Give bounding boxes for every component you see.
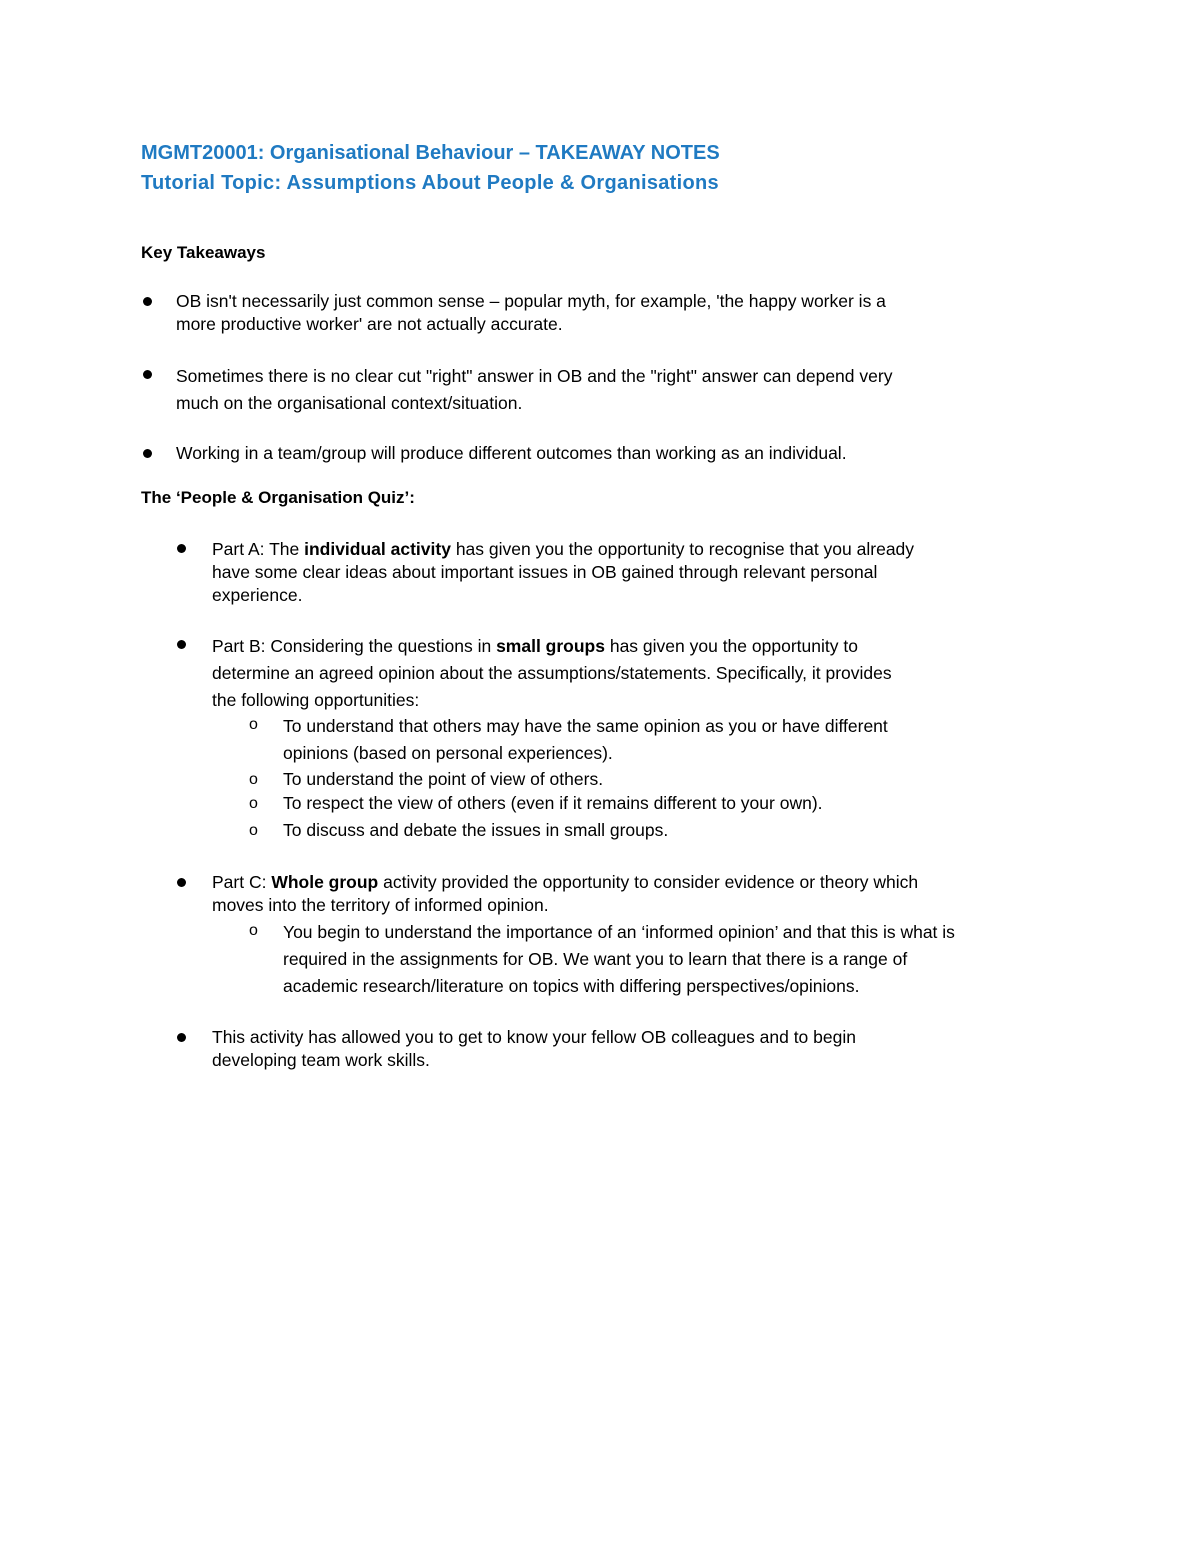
takeaway-item-3: Working in a team/group will produce different outcomes than working as an individual. [176, 443, 847, 463]
circle-bullet-icon: o [249, 922, 258, 939]
bullet-icon [143, 297, 152, 306]
part-b-sub-item-3: To respect the view of others (even if it remains different to your own). [283, 793, 823, 813]
circle-bullet-icon: o [249, 795, 258, 812]
circle-bullet-icon: o [249, 771, 258, 788]
takeaway-item-2: Sometimes there is no clear cut "right" answer in OB and the "right" answer can depend very much on the organisational context/situation. [176, 366, 893, 413]
bullet-icon [177, 878, 186, 887]
quiz-final-item: This activity has allowed you to get to know your fellow OB colleagues and to begin developing team work skills. [212, 1027, 856, 1070]
takeaway-item-1: OB isn't necessarily just common sense – popular myth, for example, 'the happy worker is a more productive worker' are not actually accurate. [176, 291, 886, 334]
bullet-icon [177, 544, 186, 553]
bullet-icon [177, 1033, 186, 1042]
bullet-icon [177, 640, 186, 649]
tutorial-topic-title: Tutorial Topic: Assumptions About People & Organisations [141, 172, 719, 194]
part-b-sub-item-2: To understand the point of view of others. [283, 769, 604, 789]
quiz-heading: The ‘People & Organisation Quiz’: [141, 488, 415, 507]
document-title: MGMT20001: Organisational Behaviour – TAKEAWAY NOTES [141, 142, 720, 164]
quiz-part-b: Part B: Considering the questions in small groups has given you the opportunity to determine an agreed opinion about the assumptions/statements. Specifically, it provides the following opportunities: [212, 636, 892, 710]
bullet-icon [143, 449, 152, 458]
circle-bullet-icon: o [249, 716, 258, 733]
quiz-part-a: Part A: The individual activity has given you the opportunity to recognise that you already have some clear ideas about important issues in OB gained through relevant personal experience. [212, 539, 915, 605]
part-c-sub-item: You begin to understand the importance of an ‘informed opinion’ and that this is what is required in the assignments for OB. We want you to learn that there is a range of academic research/literature on topics with differing perspectives/opinions. [283, 922, 955, 996]
part-b-sub-item-1: To understand that others may have the same opinion as you or have different opinions (based on personal experiences). [283, 716, 888, 763]
circle-bullet-icon: o [249, 822, 258, 839]
bullet-icon [143, 370, 152, 379]
part-b-sub-item-4: To discuss and debate the issues in small groups. [283, 820, 669, 840]
key-takeaways-heading: Key Takeaways [141, 243, 266, 262]
quiz-part-c: Part C: Whole group activity provided the opportunity to consider evidence or theory which moves into the territory of informed opinion. [212, 872, 919, 915]
